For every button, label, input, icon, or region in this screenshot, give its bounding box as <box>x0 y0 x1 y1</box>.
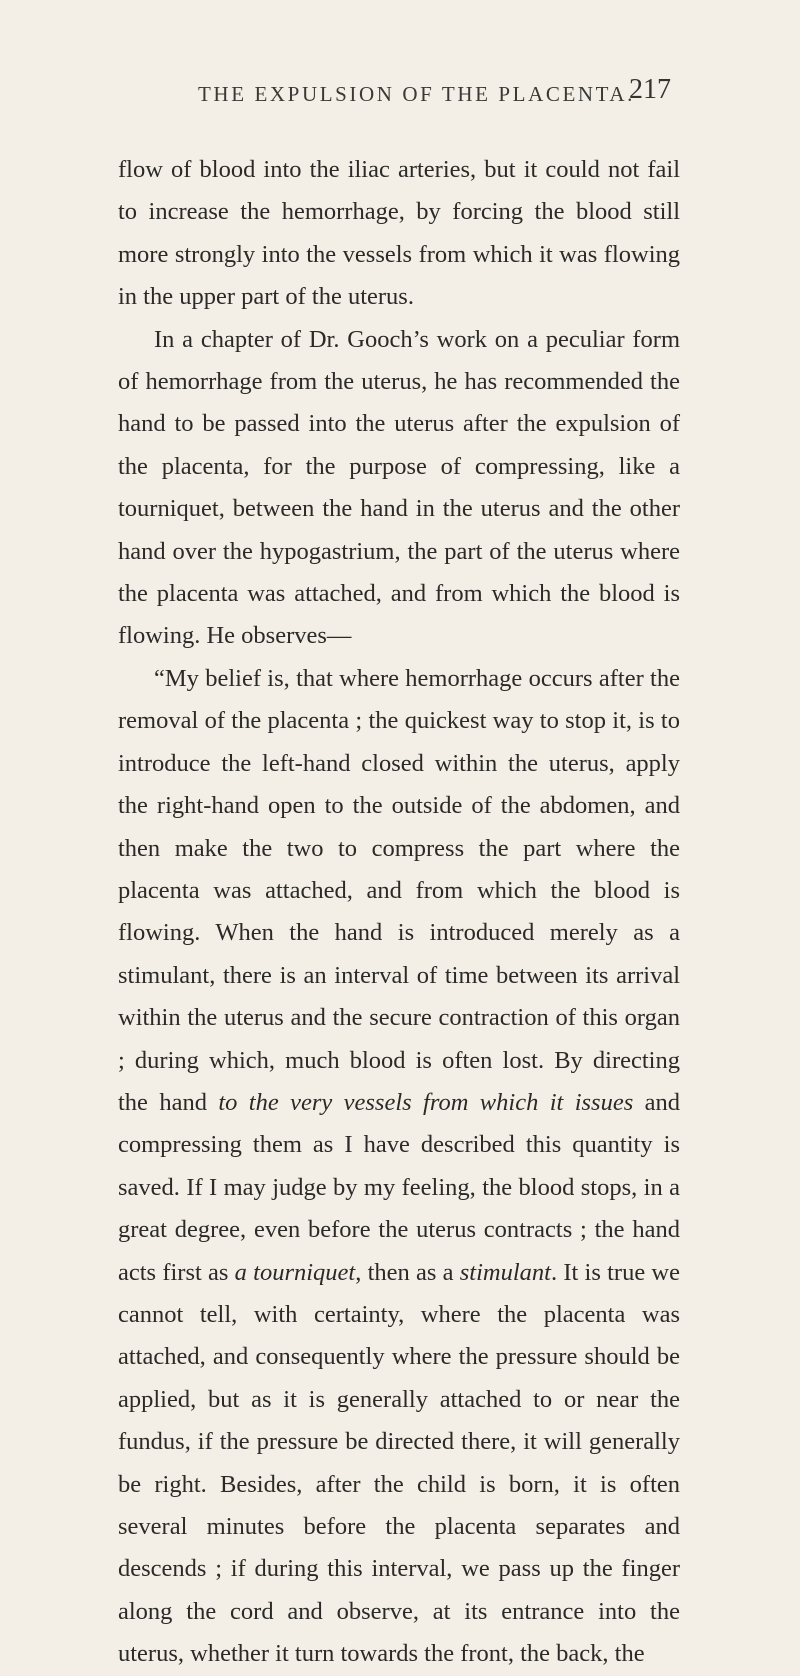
paragraph-text: and compressing them as I have described this quantity is saved. If I may judge by my feeling, the blood stops, in a great degree, even before the uterus contracts ; the hand acts first as <box>118 1088 680 1286</box>
italic-phrase: a tourniquet <box>234 1258 356 1286</box>
paragraph-gooch <box>118 319 680 658</box>
running-head: THE EXPULSION OF THE PLACENTA. <box>198 82 636 106</box>
body-text <box>118 149 680 1676</box>
paragraph-continuation <box>118 149 680 319</box>
paragraph-quotation <box>118 658 680 1676</box>
italic-phrase: to the very vessels from which it issues <box>218 1088 634 1116</box>
page-number: 217 <box>629 74 671 105</box>
paragraph-text: . It is true we cannot tell, with certainty, where the placenta was attached, and consequently where the pressure should be applied, but as it is generally attached to or near the fundus, if the pressure be directed there, it will generally be right. Besides, after the child is born, it is often several minutes before the placenta separates and descends ; if during this interval, we pass up the finger along the cord and observe, at its entrance into the uterus, whether it turn towards the front, the back, the <box>118 1258 681 1668</box>
paragraph-text: flow of blood into the iliac arteries, but it could not fail to increase the hemorrhage, by forcing the blood still more strongly into the vessels from which it was flowing in the upper part of the uterus. <box>118 156 680 311</box>
italic-phrase: stimulant <box>459 1258 551 1286</box>
paragraph-text: In a chapter of Dr. Gooch’s work on a peculiar form of hemorrhage from the uterus, he has recommended the hand to be passed into the uterus after the expulsion of the placenta, for the purpose of compressing, like a tourniquet, between the hand in the uterus and the other hand over the hypogastrium, the part of the uterus where the placenta was attached, and from which the blood is flowing. He observes— <box>118 325 680 650</box>
paragraph-text: , then as a <box>355 1258 460 1286</box>
paragraph-text: “My belief is, that where hemorrhage occurs after the removal of the placenta ; the quickest way to stop it, is to introduce the left-hand closed within the uterus, apply the right-hand open to the outside of the abdomen, and then make the two to compress the part where the placenta was attached, and from which the blood is flowing. When the hand is introduced merely as a stimulant, there is an interval of time between its arrival within the uterus and the secure contraction of this organ ; during which, much blood is often lost. By directing the hand <box>118 664 680 1116</box>
